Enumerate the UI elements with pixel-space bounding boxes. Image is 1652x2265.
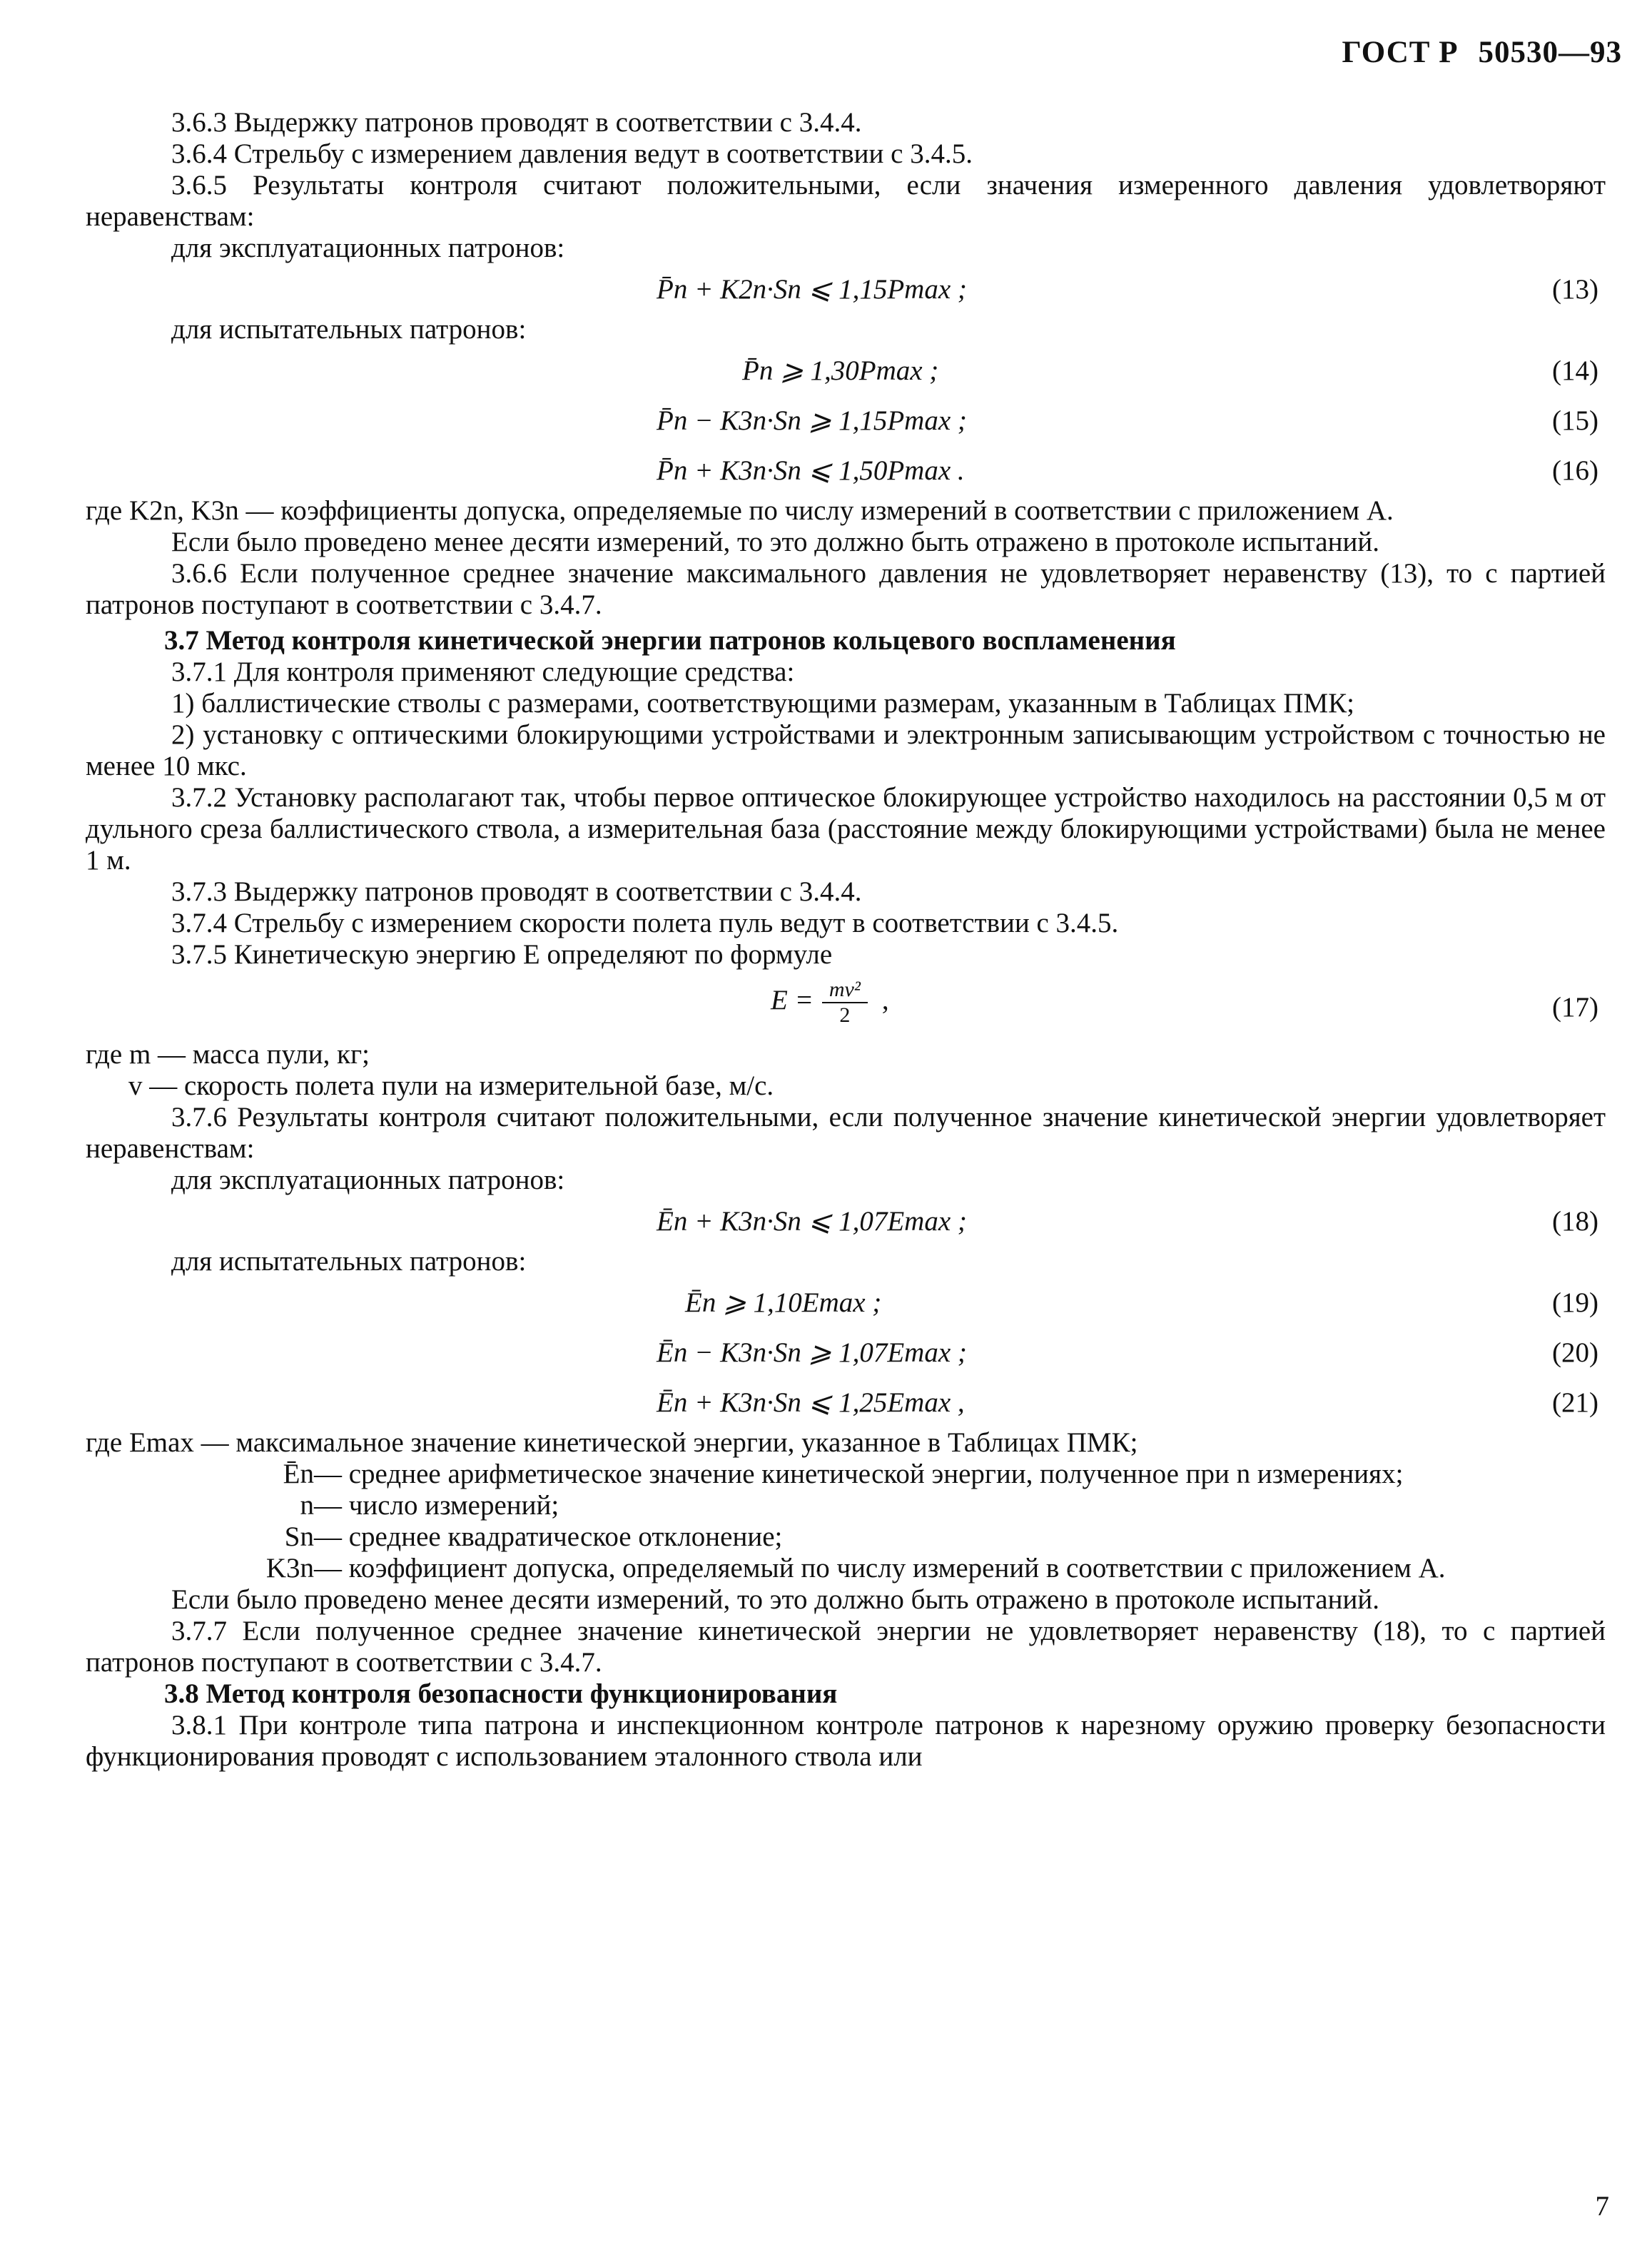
def-k3n-text: — коэффициент допуска, определяемый по числу измерений в соответствии с приложением А. xyxy=(314,1553,1446,1584)
para-3-7-1: 3.7.1 Для контроля применяют следующие средства: xyxy=(171,657,795,687)
para-3-7-2: 3.7.2 Установку располагают так, чтобы первое оптическое блокирующее устройство находилось на расстоянии 0,5 м от дульного среза баллистического ствола, а измерительная база (расстояние между блокирующими устройствами) была не менее 1 м. xyxy=(86,782,1606,876)
para-3-7-5: 3.7.5 Кинетическую энергию E определяют по формуле xyxy=(171,939,833,970)
para-3-6-5: 3.6.5 Результаты контроля считают положительными, если значения измеренного давления удовлетворяют неравенствам: xyxy=(86,170,1606,232)
label-exploitation-1: для эксплуатационных патронов: xyxy=(171,233,565,263)
page-header xyxy=(1342,37,1622,69)
def-sn-text: — среднее квадратическое отклонение; xyxy=(314,1521,783,1552)
formula-17-fraction xyxy=(822,978,868,1028)
formula-16-number: (16) xyxy=(1552,455,1598,486)
formula-19-number: (19) xyxy=(1552,1287,1598,1318)
para-3-6-3: 3.6.3 Выдержку патронов проводят в соответствии с 3.4.4. xyxy=(171,107,862,138)
formula-21 xyxy=(86,1377,1606,1427)
para-3-6-4: 3.6.4 Стрельбу с измерением давления ведут в соответствии с 3.4.5. xyxy=(171,138,973,169)
formula-16-expr: P̄n + K3n·Sn ⩽ 1,50Pmax . xyxy=(657,455,965,486)
formula-17-numerator: mv² xyxy=(822,978,868,1003)
para-3-7-6: 3.7.6 Результаты контроля считают положительными, если полученное значение кинетической энергии удовлетворяет неравенствам: xyxy=(86,1102,1606,1164)
formula-19 xyxy=(86,1277,1606,1327)
less-than-ten-note-1: Если было проведено менее десяти измерений, то это должно быть отражено в протоколе испытаний. xyxy=(171,527,1379,557)
para-3-7-3: 3.7.3 Выдержку патронов проводят в соответствии с 3.4.4. xyxy=(171,876,862,907)
page-number: 7 xyxy=(1595,2191,1609,2221)
formula-13-number: (13) xyxy=(1552,274,1598,305)
para-3-8-1: 3.8.1 При контроле типа патрона и инспекционном контроле патронов к нарезному оружию проверку безопасности функционирования проводят с использованием эталонного ствола или xyxy=(86,1710,1606,1772)
formula-17 xyxy=(86,971,1606,1039)
formula-13-expr: P̄n + K2n·Sn ⩽ 1,15Pmax ; xyxy=(657,274,967,305)
formula-17-number: (17) xyxy=(1552,992,1598,1023)
formula-14 xyxy=(86,345,1606,395)
standard-label: ГОСТ Р xyxy=(1342,36,1459,69)
def-n-text: — число измерений; xyxy=(314,1490,559,1521)
standard-number: 50530—93 xyxy=(1478,36,1622,69)
formula-17-denominator: 2 xyxy=(839,1003,851,1027)
formula-18-number: (18) xyxy=(1552,1206,1598,1237)
def-emax: где Emax — максимальное значение кинетической энергии, указанное в Таблицах ПМК; xyxy=(86,1427,1138,1458)
def-en-symbol: Ēn xyxy=(283,1459,314,1489)
formula-17-comma: , xyxy=(881,984,889,1015)
formula-15-number: (15) xyxy=(1552,405,1598,436)
formula-15 xyxy=(86,395,1606,445)
formula-16 xyxy=(86,445,1606,495)
label-test-1: для испытательных патронов: xyxy=(171,314,527,345)
formula-18 xyxy=(86,1196,1606,1246)
section-3-8-heading: 3.8 Метод контроля безопасности функционирования xyxy=(164,1678,838,1709)
where-velocity: v — скорость полета пули на измерительной базе, м/с. xyxy=(128,1070,774,1101)
formula-14-expr: P̄n ⩾ 1,30Pmax ; xyxy=(742,355,939,386)
section-3-7-heading: 3.7 Метод контроля кинетической энергии патронов кольцевого воспламенения xyxy=(164,625,1176,656)
where-coefficients: где K2n, K3n — коэффициенты допуска, определяемые по числу измерений в соответствии с приложением А. xyxy=(86,495,1394,526)
formula-19-expr: Ēn ⩾ 1,10Emax ; xyxy=(685,1287,882,1318)
para-3-7-1-item-1: 1) баллистические стволы с размерами, соответствующими размерам, указанным в Таблицах ПМК; xyxy=(171,688,1354,719)
less-than-ten-note-2: Если было проведено менее десяти измерений, то это должно быть отражено в протоколе испытаний. xyxy=(171,1584,1379,1615)
def-en-text: — среднее арифметическое значение кинетической энергии, полученное при n измерениях; xyxy=(314,1459,1404,1489)
def-sn xyxy=(86,1521,1606,1553)
def-en xyxy=(86,1459,1606,1490)
def-sn-symbol: Sn xyxy=(284,1521,314,1552)
para-3-7-7: 3.7.7 Если полученное среднее значение кинетической энергии не удовлетворяет неравенству (18), то с партией патронов поступают в соответствии с 3.4.7. xyxy=(86,1616,1606,1678)
formula-17-lhs: E = xyxy=(771,984,814,1015)
formula-17-expr xyxy=(771,978,889,1028)
where-mass: где m — масса пули, кг; xyxy=(86,1039,370,1070)
def-n-symbol: n xyxy=(300,1490,314,1521)
formula-15-expr: P̄n − K3n·Sn ⩾ 1,15Pmax ; xyxy=(657,405,967,436)
def-k3n-symbol: K3n xyxy=(265,1553,314,1584)
formula-14-number: (14) xyxy=(1552,355,1598,386)
def-n xyxy=(86,1490,1606,1521)
formula-13 xyxy=(86,264,1606,314)
formula-18-expr: Ēn + K3n·Sn ⩽ 1,07Emax ; xyxy=(657,1206,967,1237)
para-3-6-6: 3.6.6 Если полученное среднее значение максимального давления не удовлетворяет неравенству (13), то с партией патронов поступают в соответствии с 3.4.7. xyxy=(86,558,1606,620)
para-3-7-1-item-2: 2) установку с оптическими блокирующими устройствами и электронным записывающим устройством с точностью не менее 10 мкс. xyxy=(86,719,1606,781)
formula-21-expr: Ēn + K3n·Sn ⩽ 1,25Emax , xyxy=(657,1387,965,1418)
formula-21-number: (21) xyxy=(1552,1387,1598,1418)
formula-20-expr: Ēn − K3n·Sn ⩾ 1,07Emax ; xyxy=(657,1337,967,1368)
para-3-7-4: 3.7.4 Стрельбу с измерением скорости полета пуль ведут в соответствии с 3.4.5. xyxy=(171,908,1119,938)
label-test-2: для испытательных патронов: xyxy=(171,1246,527,1277)
formula-20-number: (20) xyxy=(1552,1337,1598,1368)
def-k3n xyxy=(86,1553,1606,1584)
document-body xyxy=(86,107,1606,1773)
label-exploitation-2: для эксплуатационных патронов: xyxy=(171,1165,565,1195)
formula-20 xyxy=(86,1327,1606,1377)
